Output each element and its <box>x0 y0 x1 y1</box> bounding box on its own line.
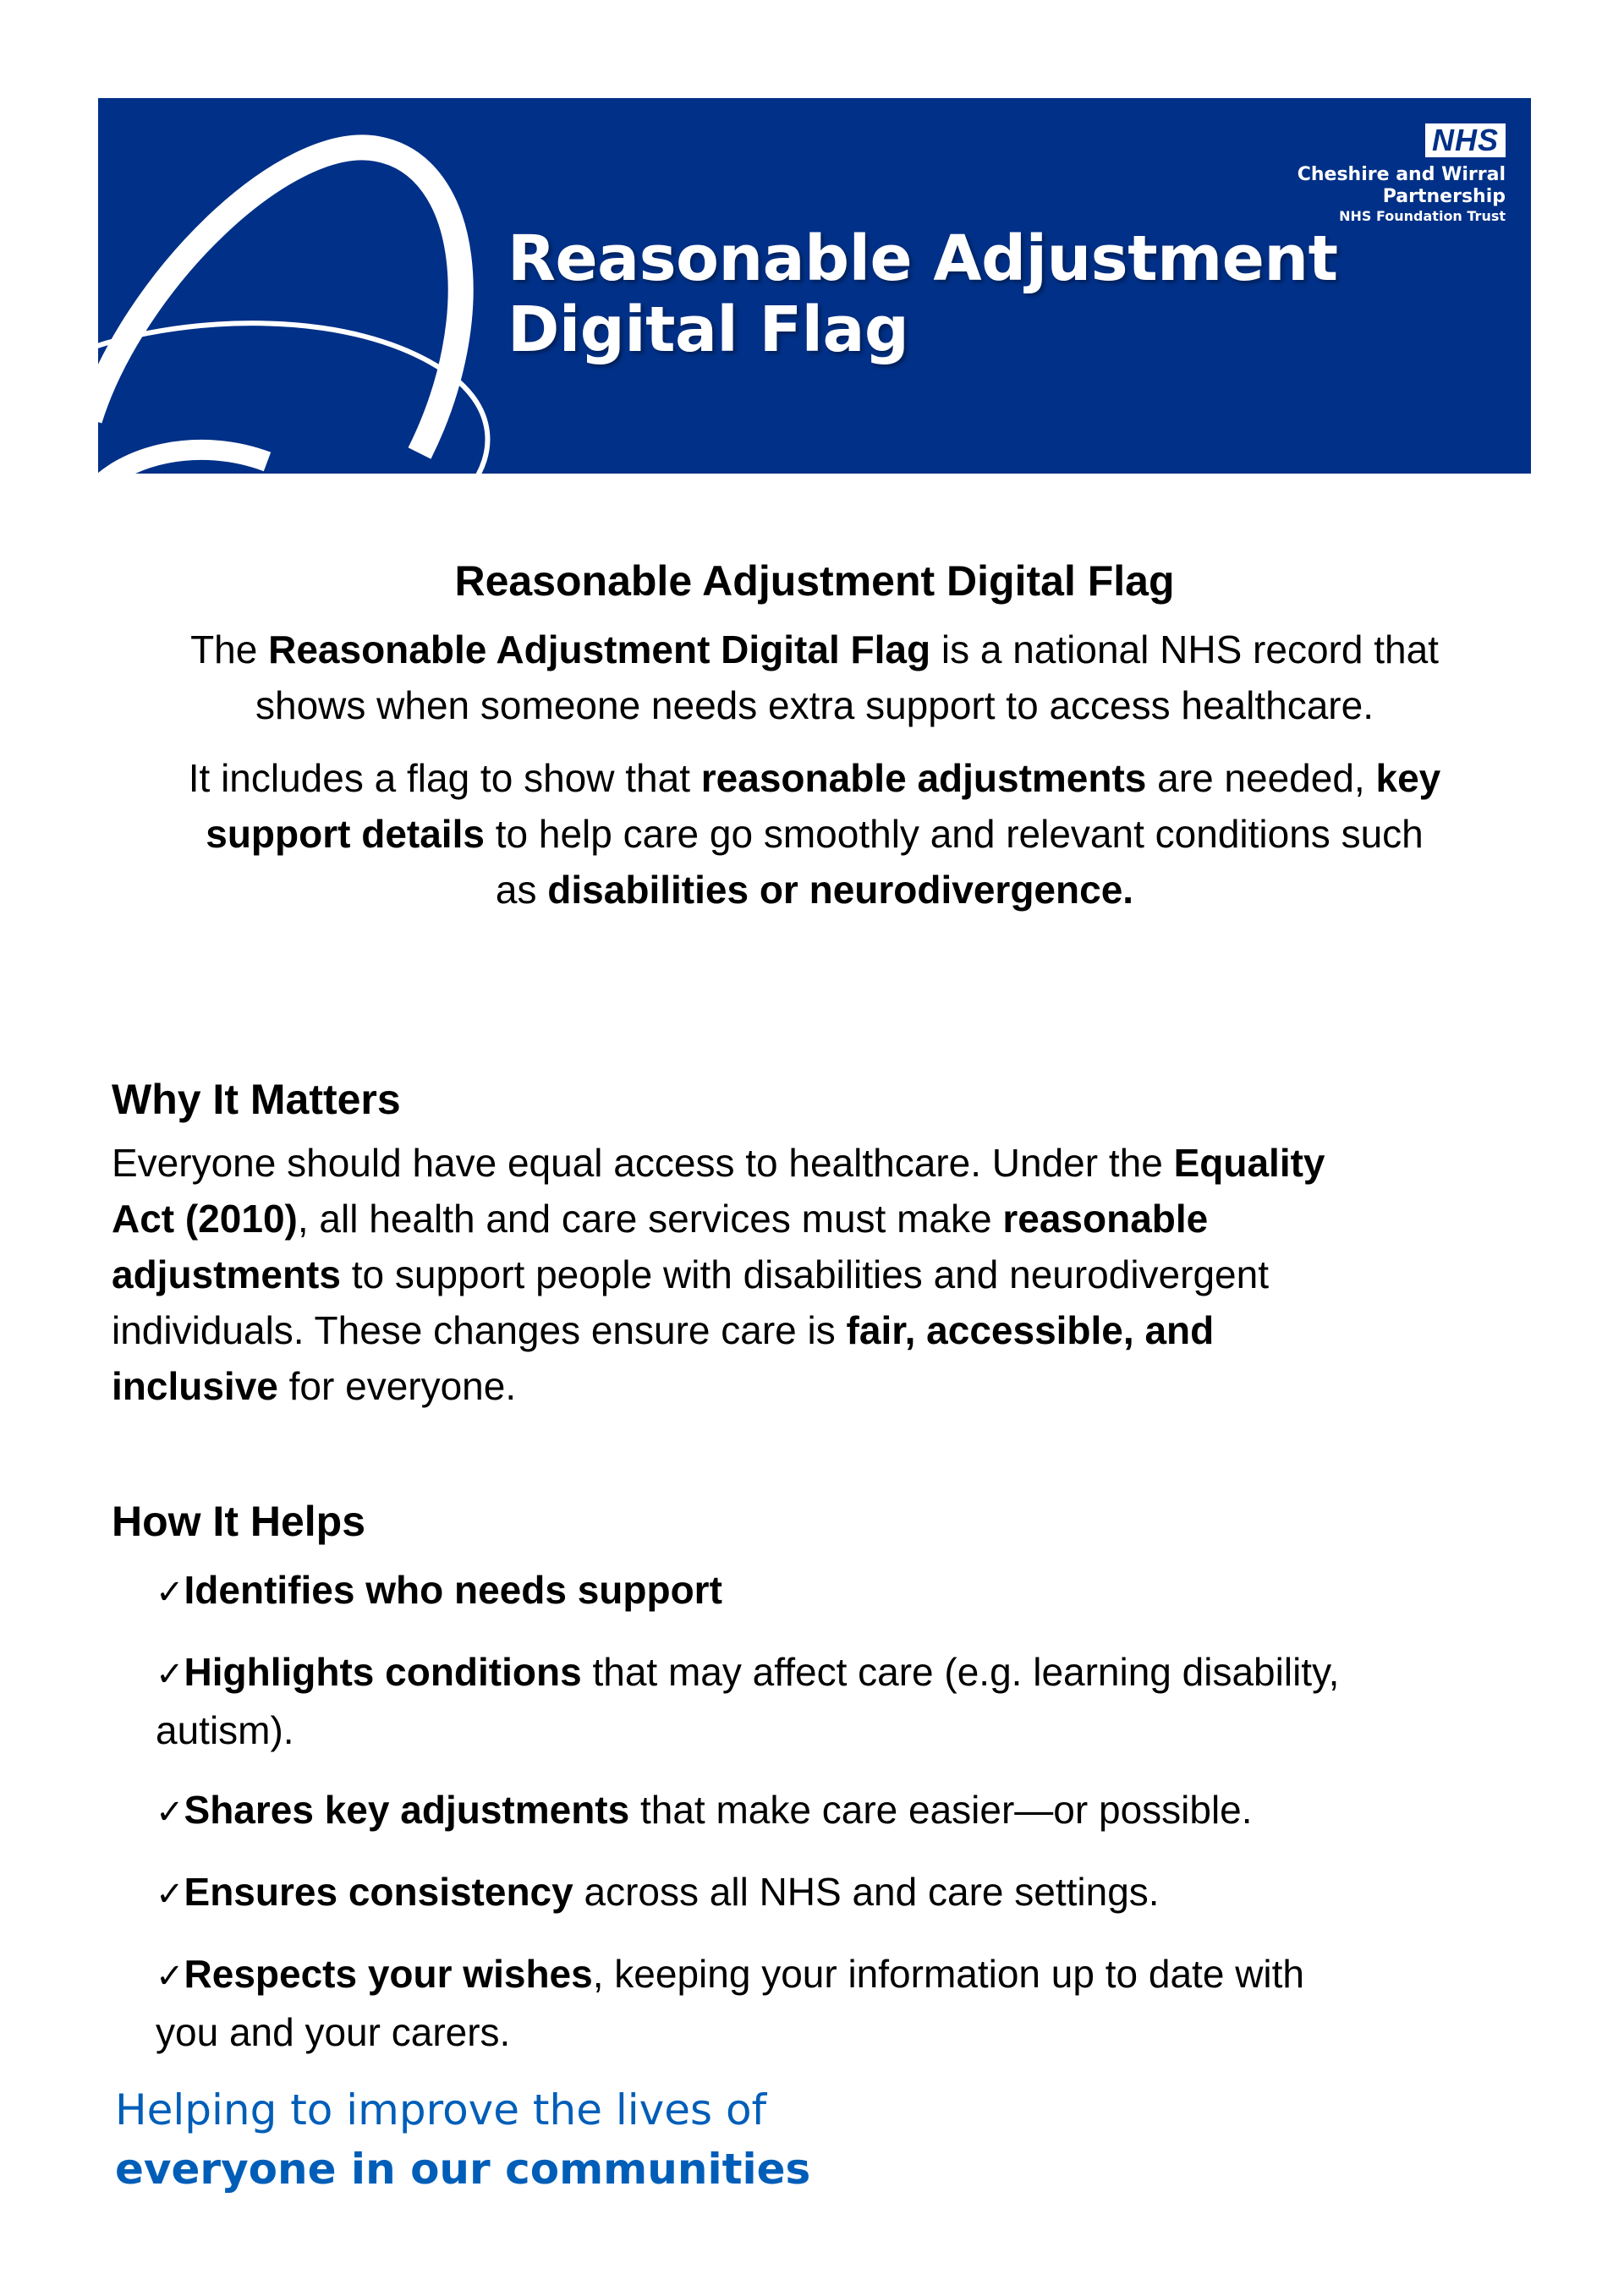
tagline-line1: Helping to improve the lives of <box>115 2085 767 2134</box>
check-icon: ✓ <box>156 1655 184 1694</box>
banner-title-line1: Reasonable Adjustment <box>508 222 1338 295</box>
intro-p2-a: It includes a flag to show that <box>188 756 701 800</box>
list-item <box>156 1644 1516 1758</box>
banner-title-line2: Digital Flag <box>508 293 909 366</box>
intro-p1-a: The <box>190 627 269 671</box>
why-l4-b: fair, accessible, and <box>846 1308 1215 1352</box>
why-line2 <box>112 1191 1516 1247</box>
why-line1 <box>112 1135 1516 1191</box>
list-item-line1 <box>156 1644 1516 1702</box>
intro-paragraph-2 <box>98 750 1531 918</box>
trust-logo <box>1235 123 1506 225</box>
list-item-line2: you and your carers. <box>156 2010 511 2054</box>
list-item <box>156 1782 1516 1840</box>
why-section <box>112 1072 1516 1414</box>
why-line5 <box>112 1358 1516 1414</box>
check-icon: ✓ <box>156 1793 184 1832</box>
why-heading: Why It Matters <box>112 1076 401 1123</box>
intro-p2-e: support details <box>206 812 485 856</box>
benefits-list <box>112 1562 1516 2060</box>
check-icon: ✓ <box>156 1875 184 1914</box>
intro-p2-f: to help care go smoothly and relevant conditions such <box>484 812 1424 856</box>
why-line4 <box>112 1302 1516 1358</box>
list-item-line2: autism). <box>156 1708 294 1752</box>
intro-p2-line2 <box>98 806 1531 862</box>
intro-section <box>98 554 1531 918</box>
intro-heading: Reasonable Adjustment Digital Flag <box>454 557 1175 605</box>
intro-p2-h: disabilities or neurodivergence. <box>547 868 1134 912</box>
nhs-logo: NHS <box>1425 123 1506 157</box>
list-item-bold: Ensures consistency <box>184 1870 573 1914</box>
why-l5-b: for everyone. <box>277 1364 517 1408</box>
intro-paragraph-1 <box>98 622 1531 733</box>
list-item <box>156 1864 1516 1922</box>
trust-name-line3: NHS Foundation Trust <box>1339 208 1506 224</box>
intro-p2-g: as <box>495 868 548 912</box>
why-paragraph <box>112 1135 1516 1414</box>
trust-name <box>1235 164 1506 225</box>
list-item-rest: , keeping your information up to date with <box>592 1952 1304 1996</box>
why-l3-b: to support people with disabilities and neurodivergent <box>340 1252 1269 1296</box>
banner-title <box>508 223 1337 365</box>
intro-p1-bold: Reasonable Adjustment Digital Flag <box>268 627 931 671</box>
how-section <box>112 1494 1516 2060</box>
why-l3-a: adjustments <box>112 1252 341 1296</box>
list-item-bold: Identifies who needs support <box>184 1568 722 1612</box>
list-item-bold: Respects your wishes <box>184 1952 593 1996</box>
why-l2-a: Act (2010) <box>112 1197 298 1241</box>
list-item-line1 <box>156 1782 1516 1840</box>
why-l1-a: Everyone should have equal access to healthcare. Under the <box>112 1141 1174 1185</box>
intro-p2-d: key <box>1375 756 1441 800</box>
why-line3 <box>112 1247 1516 1302</box>
intro-p2-line3 <box>98 862 1531 918</box>
intro-p1-line1 <box>98 622 1531 677</box>
list-item-line1 <box>156 1946 1516 2004</box>
list-item-line1 <box>156 1864 1516 1922</box>
check-icon: ✓ <box>156 1573 184 1612</box>
why-l4-a: individuals. These changes ensure care is <box>112 1308 847 1352</box>
footer-tagline <box>115 2080 810 2199</box>
header-banner <box>98 98 1531 474</box>
trust-name-line2: Partnership <box>1382 186 1506 207</box>
list-item-line1 <box>156 1562 1516 1620</box>
intro-p2-b: reasonable adjustments <box>700 756 1147 800</box>
intro-p2-line1 <box>98 750 1531 806</box>
why-l2-c: reasonable <box>1002 1197 1209 1241</box>
check-icon: ✓ <box>156 1957 184 1996</box>
list-item <box>156 1946 1516 2060</box>
intro-p1-line2: shows when someone needs extra support to access healthcare. <box>255 683 1374 727</box>
list-item-rest: that may affect care (e.g. learning disability, <box>581 1650 1340 1694</box>
list-item <box>156 1562 1516 1620</box>
how-heading: How It Helps <box>112 1498 366 1545</box>
tagline-line2: everyone in our communities <box>115 2145 811 2194</box>
list-item-rest: that make care easier—or possible. <box>629 1788 1253 1832</box>
list-item-rest: across all NHS and care settings. <box>573 1870 1160 1914</box>
list-item-bold: Highlights conditions <box>184 1650 582 1694</box>
intro-p1-c: is a national NHS record that <box>930 627 1439 671</box>
intro-p2-c: are needed, <box>1146 756 1376 800</box>
list-item-bold: Shares key adjustments <box>184 1788 630 1832</box>
why-l1-b: Equality <box>1173 1141 1325 1185</box>
why-l2-b: , all health and care services must make <box>297 1197 1003 1241</box>
trust-name-line1: Cheshire and Wirral <box>1297 164 1506 185</box>
why-l5-a: inclusive <box>112 1364 278 1408</box>
